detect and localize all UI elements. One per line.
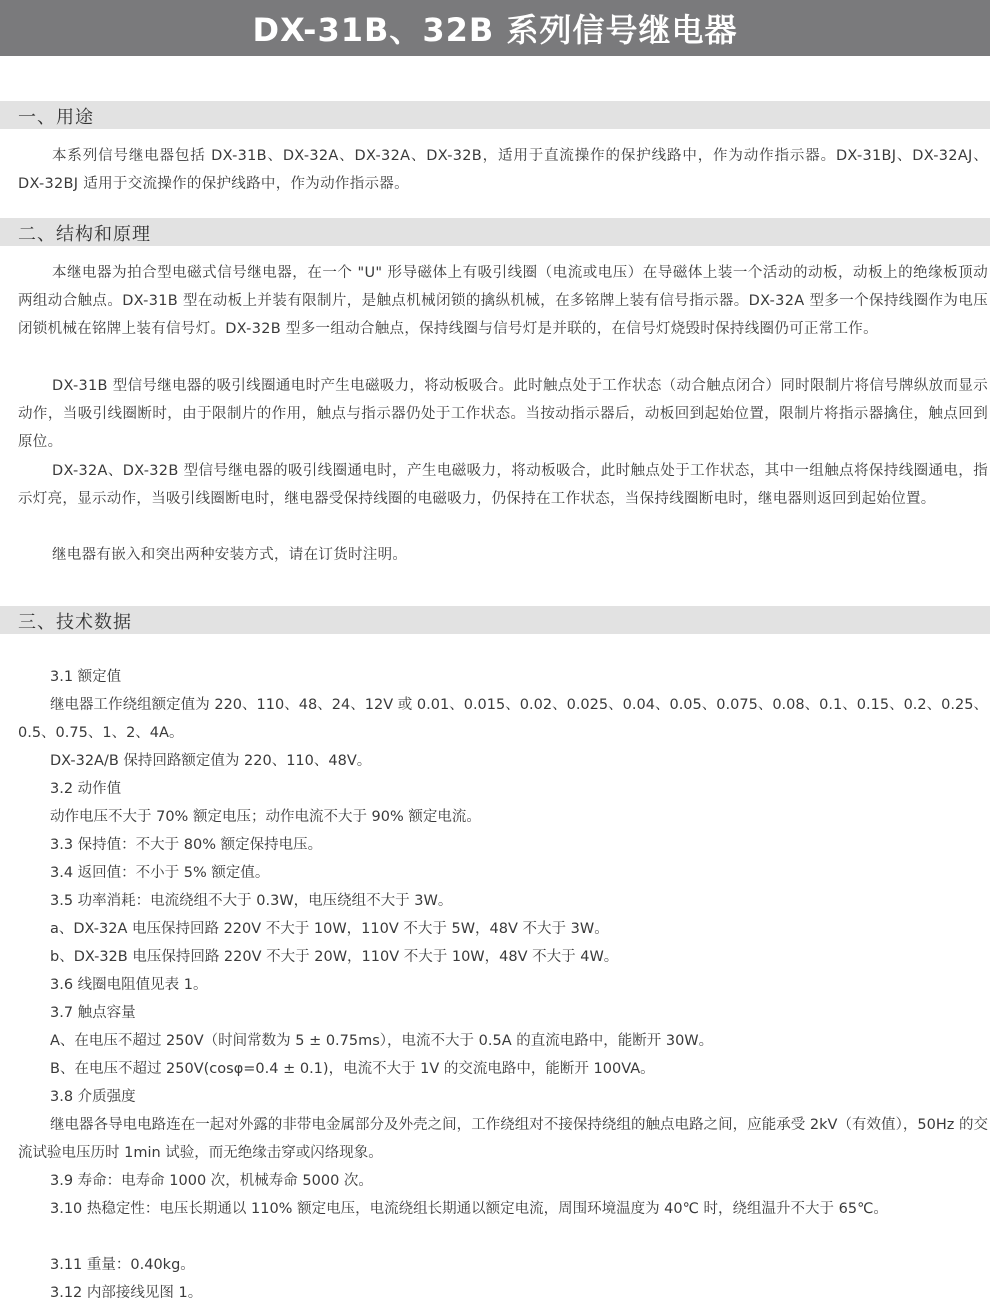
section-heading: 二、结构和原理 bbox=[18, 224, 151, 245]
spec-3-7-a: A、在电压不超过 250V（时间常数为 5 ± 0.75ms），电流不大于 0.5A 的直流电路中，能断开 30W。 bbox=[50, 1033, 714, 1049]
structure-paragraph-1: 本继电器为拍合型电磁式信号继电器，在一个 "U" 形导磁体上有吸引线圈（电流或电压）在导磁体上装一个活动的动板，动板上的绝缘板顶动两组动合触点。DX-31B 型在动板上并装有限制片，是触点机械闭锁的擒纵机械，在多铭牌上装有信号指示器。DX-32A 型多一个保持线圈作为电压闭锁机械在铭牌上装有信号灯。DX-32B 型多一组动合触点，保持线圈与信号灯是并联的，在信号灯烧毁时保持线圈仍可正常工作。 bbox=[18, 265, 988, 337]
structure-paragraph-3: DX-32A、DX-32B 型信号继电器的吸引线圈通电时，产生电磁吸力，将动板吸合，此时触点处于工作状态，其中一组触点将保持线圈通电，指示灯亮，显示动作，当吸引线圈断电时，继电器受保持线圈的电磁吸力，仍保持在工作状态，当保持线圈断电时，继电器则返回到起始位置。 bbox=[18, 463, 988, 507]
spec-3-1-hold-ratings: DX-32A/B 保持回路额定值为 220、110、48V。 bbox=[50, 753, 372, 769]
spec-3-5-b: b、DX-32B 电压保持回路 220V 不大于 20W，110V 不大于 10W，48V 不大于 4W。 bbox=[50, 949, 619, 965]
spec-3-3: 3.3 保持值：不大于 80% 额定保持电压。 bbox=[50, 837, 323, 853]
section-header-tech-data bbox=[0, 606, 990, 634]
spec-3-1-ratings: 继电器工作绕组额定值为 220、110、48、24、12V 或 0.01、0.015、0.02、0.025、0.04、0.05、0.075、0.08、0.1、0.15、0.2、0.25、0.5、0.75、1、2、4A。 bbox=[18, 697, 988, 741]
spec-3-7-heading: 3.7 触点容量 bbox=[50, 1005, 136, 1021]
spec-3-8-heading: 3.8 介质强度 bbox=[50, 1089, 136, 1105]
section-heading: 三、技术数据 bbox=[18, 612, 132, 633]
spec-3-8-text: 继电器各导电电路连在一起对外露的非带电金属部分及外壳之间，工作绕组对不接保持绕组的触点电路之间，应能承受 2kV（有效值），50Hz 的交流试验电压历时 1min 试验，而无绝缘击穿或闪络现象。 bbox=[18, 1117, 988, 1161]
section-header-structure bbox=[0, 218, 990, 246]
spec-3-5-a: a、DX-32A 电压保持回路 220V 不大于 10W，110V 不大于 5W，48V 不大于 3W。 bbox=[50, 921, 609, 937]
section-header-usage bbox=[0, 101, 990, 129]
section-heading: 一、用途 bbox=[18, 107, 94, 128]
spec-3-4: 3.4 返回值：不小于 5% 额定值。 bbox=[50, 865, 270, 881]
structure-paragraph-2: DX-31B 型信号继电器的吸引线圈通电时产生电磁吸力，将动板吸合。此时触点处于工作状态（动合触点闭合）同时限制片将信号牌纵放而显示动作，当吸引线圈断时，由于限制片的作用，触点与指示器仍处于工作状态。当按动指示器后，动板回到起始位置，限制片将指示器擒住，触点回到原位。 bbox=[18, 378, 988, 450]
spec-3-5: 3.5 功率消耗：电流绕组不大于 0.3W，电压绕组不大于 3W。 bbox=[50, 893, 453, 909]
spec-3-1-heading: 3.1 额定值 bbox=[50, 669, 122, 685]
spec-3-10: 3.10 热稳定性：电压长期通以 110% 额定电压，电流绕组长期通以额定电流，周围环境温度为 40℃ 时，绕组温升不大于 65℃。 bbox=[50, 1201, 888, 1217]
page-title: DX-31B、32B 系列信号继电器 bbox=[252, 11, 738, 49]
structure-paragraph-4: 继电器有嵌入和突出两种安装方式，请在订货时注明。 bbox=[52, 547, 408, 563]
title-bar bbox=[0, 0, 990, 56]
spec-3-2-values: 动作电压不大于 70% 额定电压；动作电流不大于 90% 额定电流。 bbox=[50, 809, 481, 825]
spec-3-11: 3.11 重量：0.40kg。 bbox=[50, 1257, 195, 1273]
spec-3-6: 3.6 线圈电阻值见表 1。 bbox=[50, 977, 208, 993]
spec-3-9: 3.9 寿命：电寿命 1000 次，机械寿命 5000 次。 bbox=[50, 1173, 373, 1189]
spec-3-12: 3.12 内部接线见图 1。 bbox=[50, 1285, 203, 1301]
spec-3-2-heading: 3.2 动作值 bbox=[50, 781, 122, 797]
usage-paragraph: 本系列信号继电器包括 DX-31B、DX-32A、DX-32A、DX-32B，适用于直流操作的保护线路中，作为动作指示器。DX-31BJ、DX-32AJ、DX-32BJ 适用于交流操作的保护线路中，作为动作指示器。 bbox=[18, 148, 988, 192]
spec-3-7-b: B、在电压不超过 250V(cosφ=0.4 ± 0.1)，电流不大于 1V 的交流电路中，能断开 100VA。 bbox=[50, 1061, 655, 1077]
